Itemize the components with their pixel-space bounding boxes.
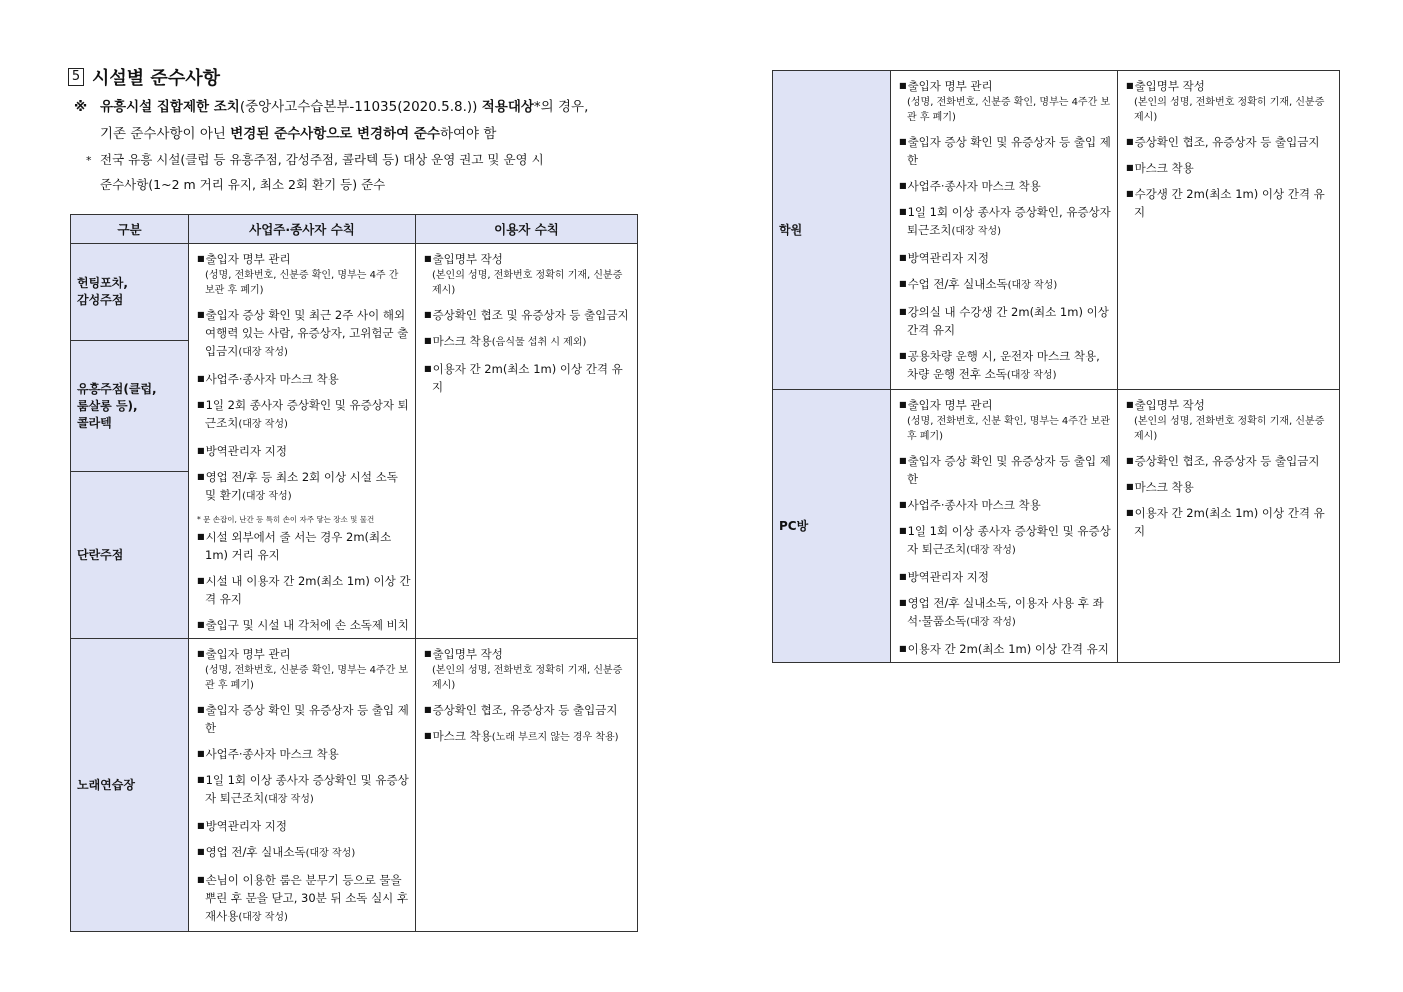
header-user-rules: 이용자 수칙: [416, 215, 638, 244]
section-title: 시설별 준수사항: [92, 68, 220, 89]
rule-text: 마스크 착용: [1134, 161, 1194, 175]
rule-text: 증상확인 협조, 유증상자 등 출입금지: [1134, 135, 1320, 149]
rule-item: [197, 528, 411, 564]
rule-item: [197, 701, 411, 737]
rule-item: [424, 306, 633, 324]
rule-item: [899, 203, 1113, 241]
rule-text: 영업 전/후 실내소독, 이용자 사용 후 좌석·물품소독: [907, 596, 1104, 628]
bullet-square-icon: ■: [197, 446, 205, 455]
bullet-square-icon: ■: [899, 572, 907, 581]
rule-text: 손님이 이용한 룸은 분무기 등으로 물을 뿌린 후 문을 닫고, 30분 뒤 소독 실시 후 재사용: [205, 873, 409, 923]
rule-text: 출입명부 작성: [432, 252, 503, 266]
rule-item: [899, 249, 1113, 267]
rule-text: 출입자 증상 확인 및 유증상자 등 출입 제한: [205, 703, 409, 735]
rule-item: [197, 745, 411, 763]
rule-text: 마스크 착용: [1134, 480, 1194, 494]
rules-table-left: [70, 214, 638, 932]
bullet-square-icon: ■: [197, 532, 205, 541]
rule-item: [197, 370, 411, 388]
notice-text-2: *의 경우,: [533, 99, 589, 115]
rule-item: [899, 275, 1113, 295]
rule-item: [197, 616, 411, 634]
rule-note: (대장 작성): [264, 794, 314, 805]
rule-item: [424, 332, 633, 352]
bullet-square-icon: ■: [197, 576, 205, 585]
bullet-square-icon: ■: [1126, 163, 1134, 172]
bullet-square-icon: ■: [197, 821, 205, 830]
rule-item: [197, 396, 411, 434]
notice-bold-3: 변경된 준수사항으로 변경하여 준수: [230, 126, 440, 142]
rule-item: [899, 568, 1113, 586]
bullet-square-icon: ■: [197, 847, 205, 856]
rule-item: [424, 727, 633, 747]
rule-text: 방역관리자 지정: [205, 444, 287, 458]
rule-text: 출입명부 작성: [1134, 79, 1205, 93]
rule-note: (대장 작성): [238, 347, 288, 358]
rule-text: 증상확인 협조, 유증상자 등 출입금지: [1134, 454, 1320, 468]
rule-item: [197, 871, 411, 927]
bullet-square-icon: ■: [424, 705, 432, 714]
rule-text: 이용자 간 2m(최소 1m) 이상 간격 유지: [907, 642, 1109, 656]
table-row: [773, 390, 1340, 663]
bullet-square-icon: ■: [197, 374, 205, 383]
rule-note: (대장 작성): [238, 419, 288, 430]
facility-entertainment-bar: [71, 341, 189, 472]
rule-item: [1126, 504, 1335, 540]
rule-text: 공용차량 운행 시, 운전자 마스크 착용, 차량 운행 전후 소독: [907, 349, 1100, 381]
rule-text: 출입자 증상 확인 및 유증상자 등 출입 제한: [907, 135, 1111, 167]
bullet-square-icon: ■: [424, 336, 432, 345]
rule-item: [1126, 452, 1335, 470]
bullet-square-icon: ■: [899, 400, 907, 409]
rule-text: 출입자 명부 관리: [907, 79, 993, 93]
rule-list: [891, 71, 1117, 389]
table-row: [71, 244, 638, 341]
facility-label: 유흥주점(클럽, 룸살롱 등), 콜라텍: [77, 381, 157, 430]
rules-table-right: [772, 70, 1340, 663]
rule-text: 방역관리자 지정: [907, 251, 989, 265]
sub-notice: [86, 148, 640, 197]
rule-text: 출입명부 작성: [432, 647, 503, 661]
bullet-square-icon: ■: [197, 705, 205, 714]
notice-text-4: 하여야 함: [439, 126, 497, 142]
facility-label: 노래연습장: [77, 777, 135, 792]
bullet-square-icon: ■: [424, 310, 432, 319]
bullet-square-icon: ■: [899, 456, 907, 465]
bullet-square-icon: ■: [197, 310, 205, 319]
rule-subtext: (성명, 전화번호, 신분증 확인, 명부는 4주 간 보관 후 폐기): [205, 270, 399, 296]
rule-item: [197, 645, 411, 693]
bullet-square-icon: ■: [899, 307, 907, 316]
rule-item: [899, 133, 1113, 169]
rule-text: 출입자 명부 관리: [205, 647, 291, 661]
bullet-square-icon: ■: [899, 351, 907, 360]
rule-text: 마스크 착용: [432, 729, 492, 743]
rule-text: 사업주·종사자 마스크 착용: [205, 747, 339, 761]
rule-text: 1일 1회 이상 종사자 증상확인 및 유증상자 퇴근조치: [205, 773, 409, 805]
bullet-square-icon: ■: [1126, 81, 1134, 90]
facility-label: 학원: [779, 222, 803, 237]
rule-text: 증상확인 협조, 유증상자 등 출입금지: [432, 703, 618, 717]
rule-item: [424, 360, 633, 396]
rule-list: [891, 390, 1117, 662]
rule-text: 1일 1회 이상 종사자 증상확인, 유증상자 퇴근조치: [907, 205, 1111, 237]
rule-item: [899, 396, 1113, 444]
rule-text: 출입자 증상 확인 및 최근 2주 사이 해외여행력 있는 사람, 유증상자, 고위험군 출입금지: [205, 308, 409, 358]
rule-note: (대장 작성): [241, 491, 292, 502]
bullet-square-icon: ■: [1126, 137, 1134, 146]
bullet-square-icon: ■: [899, 500, 907, 509]
rule-item: [1126, 185, 1335, 221]
bullet-square-icon: ■: [899, 81, 907, 90]
bullet-square-icon: ■: [1126, 189, 1134, 198]
rule-item: [899, 640, 1113, 658]
operator-rules-cell: [891, 390, 1118, 663]
bullet-square-icon: ■: [424, 649, 432, 658]
facility-label: PC방: [779, 518, 809, 533]
bullet-square-icon: ■: [197, 649, 205, 658]
reference-mark: ※: [74, 99, 88, 115]
rule-item: [197, 771, 411, 809]
rule-text: 이용자 간 2m(최소 1m) 이상 간격 유지: [1134, 506, 1325, 538]
bullet-square-icon: ■: [424, 254, 432, 263]
rule-text: 방역관리자 지정: [907, 570, 989, 584]
rule-item: [197, 468, 411, 506]
notice-text-3: 기존 준수사항이 아닌: [100, 126, 226, 142]
rule-item: [424, 645, 633, 693]
user-rules-cell: [416, 639, 638, 932]
rule-item: [899, 303, 1113, 339]
notice-line-2: [74, 121, 640, 148]
rule-item: * 문 손잡이, 난간 등 특히 손이 자주 닿는 장소 및 물건: [197, 515, 375, 524]
bullet-square-icon: ■: [899, 207, 907, 216]
rule-note: (노래 부르지 않는 경우 착용): [491, 732, 619, 743]
facility-karaoke: [71, 639, 189, 932]
rule-item: [1126, 159, 1335, 177]
rule-text: 수업 전/후 실내소독: [907, 277, 1008, 291]
rule-text: 출입구 및 시설 내 각처에 손 소독제 비치: [205, 618, 409, 632]
rule-text: 사업주·종사자 마스크 착용: [907, 179, 1041, 193]
notice-bold-1: 유흥시설 집합제한 조치: [100, 99, 240, 115]
notice-bold-2: 적용대상: [481, 99, 534, 115]
rule-text: 출입명부 작성: [1134, 398, 1205, 412]
rule-item: [1126, 478, 1335, 496]
rule-text: 영업 전/후 등 최소 2회 이상 시설 소독 및 환기: [205, 470, 398, 502]
rule-item: [899, 594, 1113, 632]
section-heading: [68, 64, 220, 90]
rule-item: [197, 306, 411, 362]
bullet-square-icon: ■: [1126, 456, 1134, 465]
rule-note: (대장 작성): [305, 848, 356, 859]
user-rules-cell: [1118, 71, 1340, 390]
header-category: 구분: [71, 215, 189, 244]
rule-item: [1126, 77, 1335, 125]
bullet-square-icon: ■: [424, 731, 432, 740]
rule-item: [424, 701, 633, 719]
rule-list: [416, 244, 637, 400]
bullet-square-icon: ■: [899, 253, 907, 262]
notice-text-1: (중앙사고수습본부-11035(2020.5.8.)): [239, 99, 478, 115]
bullet-square-icon: ■: [197, 254, 205, 263]
facility-hunting-pocha: [71, 244, 189, 341]
facility-academy: [773, 71, 891, 390]
rule-text: 강의실 내 수강생 간 2m(최소 1m) 이상 간격 유지: [907, 305, 1109, 337]
rule-text: 1일 2회 종사자 증상확인 및 유증상자 퇴근조치: [205, 398, 409, 430]
table-header-row: [71, 215, 638, 244]
rule-text: 출입자 증상 확인 및 유증상자 등 출입 제한: [907, 454, 1111, 486]
section-number: 5: [68, 68, 84, 86]
rule-text: 영업 전/후 실내소독: [205, 845, 306, 859]
rule-note: (대장 작성): [1007, 280, 1058, 291]
main-notice: [74, 94, 640, 148]
rule-note: (대장 작성): [1006, 370, 1057, 381]
rule-list: [1118, 71, 1339, 225]
bullet-square-icon: ■: [424, 364, 432, 373]
header-operator-rules: 사업주·종사자 수칙: [189, 215, 416, 244]
rule-subtext: (성명, 전화번호, 신분증 확인, 명부는 4주간 보관 후 폐기): [205, 665, 409, 691]
rule-subtext: (본인의 성명, 전화번호 정확히 기재, 신분증 제시): [1134, 416, 1325, 442]
bullet-square-icon: ■: [899, 644, 907, 653]
facility-danran-bar: [71, 472, 189, 639]
rule-subtext: (성명, 전화번호, 신분증 확인, 명부는 4주간 보관 후 폐기): [907, 97, 1111, 123]
bullet-square-icon: ■: [197, 875, 205, 884]
rule-note: (대장 작성): [966, 617, 1016, 628]
rule-list: [416, 639, 637, 751]
rule-text: 출입자 명부 관리: [205, 252, 291, 266]
rule-text: 사업주·종사자 마스크 착용: [907, 498, 1041, 512]
operator-rules-cell: [189, 244, 416, 639]
facility-label: 헌팅포차, 감성주점: [77, 276, 128, 308]
bullet-square-icon: ■: [197, 775, 205, 784]
rule-text: 시설 외부에서 줄 서는 경우 2m(최소 1m) 거리 유지: [205, 530, 392, 562]
bullet-square-icon: ■: [899, 598, 907, 607]
operator-rules-cell: [189, 639, 416, 932]
rule-item: [1126, 133, 1335, 151]
operator-rules-cell: [891, 71, 1118, 390]
rule-text: 1일 1회 이상 종사자 증상확인 및 유증상자 퇴근조치: [907, 524, 1111, 556]
rule-item: [899, 177, 1113, 195]
rule-item: [197, 843, 411, 863]
bullet-square-icon: ■: [899, 526, 907, 535]
user-rules-cell: [1118, 390, 1340, 663]
rule-text: 출입자 명부 관리: [907, 398, 993, 412]
rule-text: 방역관리자 지정: [205, 819, 287, 833]
rule-note: (대장 작성): [966, 545, 1016, 556]
rule-item: [197, 572, 411, 608]
rule-item: [899, 496, 1113, 514]
rule-text: 사업주·종사자 마스크 착용: [205, 372, 339, 386]
rule-text: 시설 내 이용자 간 2m(최소 1m) 이상 간격 유지: [205, 574, 411, 606]
rule-note: (대장 작성): [951, 226, 1002, 237]
facility-label: 단란주점: [77, 547, 124, 562]
rule-item: [197, 817, 411, 835]
rule-list: [189, 244, 415, 638]
rule-text: 이용자 간 2m(최소 1m) 이상 간격 유지: [432, 362, 623, 394]
sub-notice-line-2: 준수사항(1~2 m 거리 유지, 최소 2회 환기 등) 준수: [100, 177, 386, 192]
rule-item: [899, 452, 1113, 488]
rule-text: 수강생 간 2m(최소 1m) 이상 간격 유지: [1134, 187, 1325, 219]
rule-item: [197, 250, 411, 298]
bullet-square-icon: ■: [1126, 400, 1134, 409]
bullet-square-icon: ■: [197, 620, 205, 629]
bullet-square-icon: ■: [197, 400, 205, 409]
rule-item: [899, 522, 1113, 560]
bullet-square-icon: ■: [899, 279, 907, 288]
rule-subtext: (성명, 전화번호, 신분 확인, 명부는 4주간 보관 후 폐기): [907, 416, 1111, 442]
rule-subtext: (본인의 성명, 전화번호 정확히 기재, 신분증 제시): [1134, 97, 1325, 123]
rule-list: [189, 639, 415, 931]
rule-note: (대장 작성): [238, 912, 288, 923]
rule-subtext: (본인의 성명, 전화번호 정확히 기재, 신분증 제시): [432, 270, 623, 296]
bullet-square-icon: ■: [197, 749, 205, 758]
rule-item: [1126, 396, 1335, 444]
rule-item: [197, 442, 411, 460]
rule-note: (음식물 섭취 시 제외): [491, 337, 587, 348]
rule-text: 증상확인 협조 및 유증상자 등 출입금지: [432, 308, 629, 322]
bullet-square-icon: ■: [899, 137, 907, 146]
bullet-square-icon: ■: [1126, 508, 1134, 517]
sub-notice-line-1: 전국 유흥 시설(클럽 등 유흥주점, 감성주점, 콜라텍 등) 대상 운영 권고 및 운영 시: [100, 152, 544, 167]
facility-pc-room: [773, 390, 891, 663]
rule-item: [899, 77, 1113, 125]
rule-list: [1118, 390, 1339, 544]
bullet-square-icon: ■: [899, 181, 907, 190]
rule-subtext: (본인의 성명, 전화번호 정확히 기재, 신분증 제시): [432, 665, 623, 691]
rule-item: [424, 250, 633, 298]
user-rules-cell: [416, 244, 638, 639]
asterisk-mark: *: [86, 154, 92, 167]
bullet-square-icon: ■: [1126, 482, 1134, 491]
rule-item: [899, 347, 1113, 385]
bullet-square-icon: ■: [197, 472, 205, 481]
table-row: [773, 71, 1340, 390]
rule-text: 마스크 착용: [432, 334, 492, 348]
table-row: [71, 639, 638, 932]
